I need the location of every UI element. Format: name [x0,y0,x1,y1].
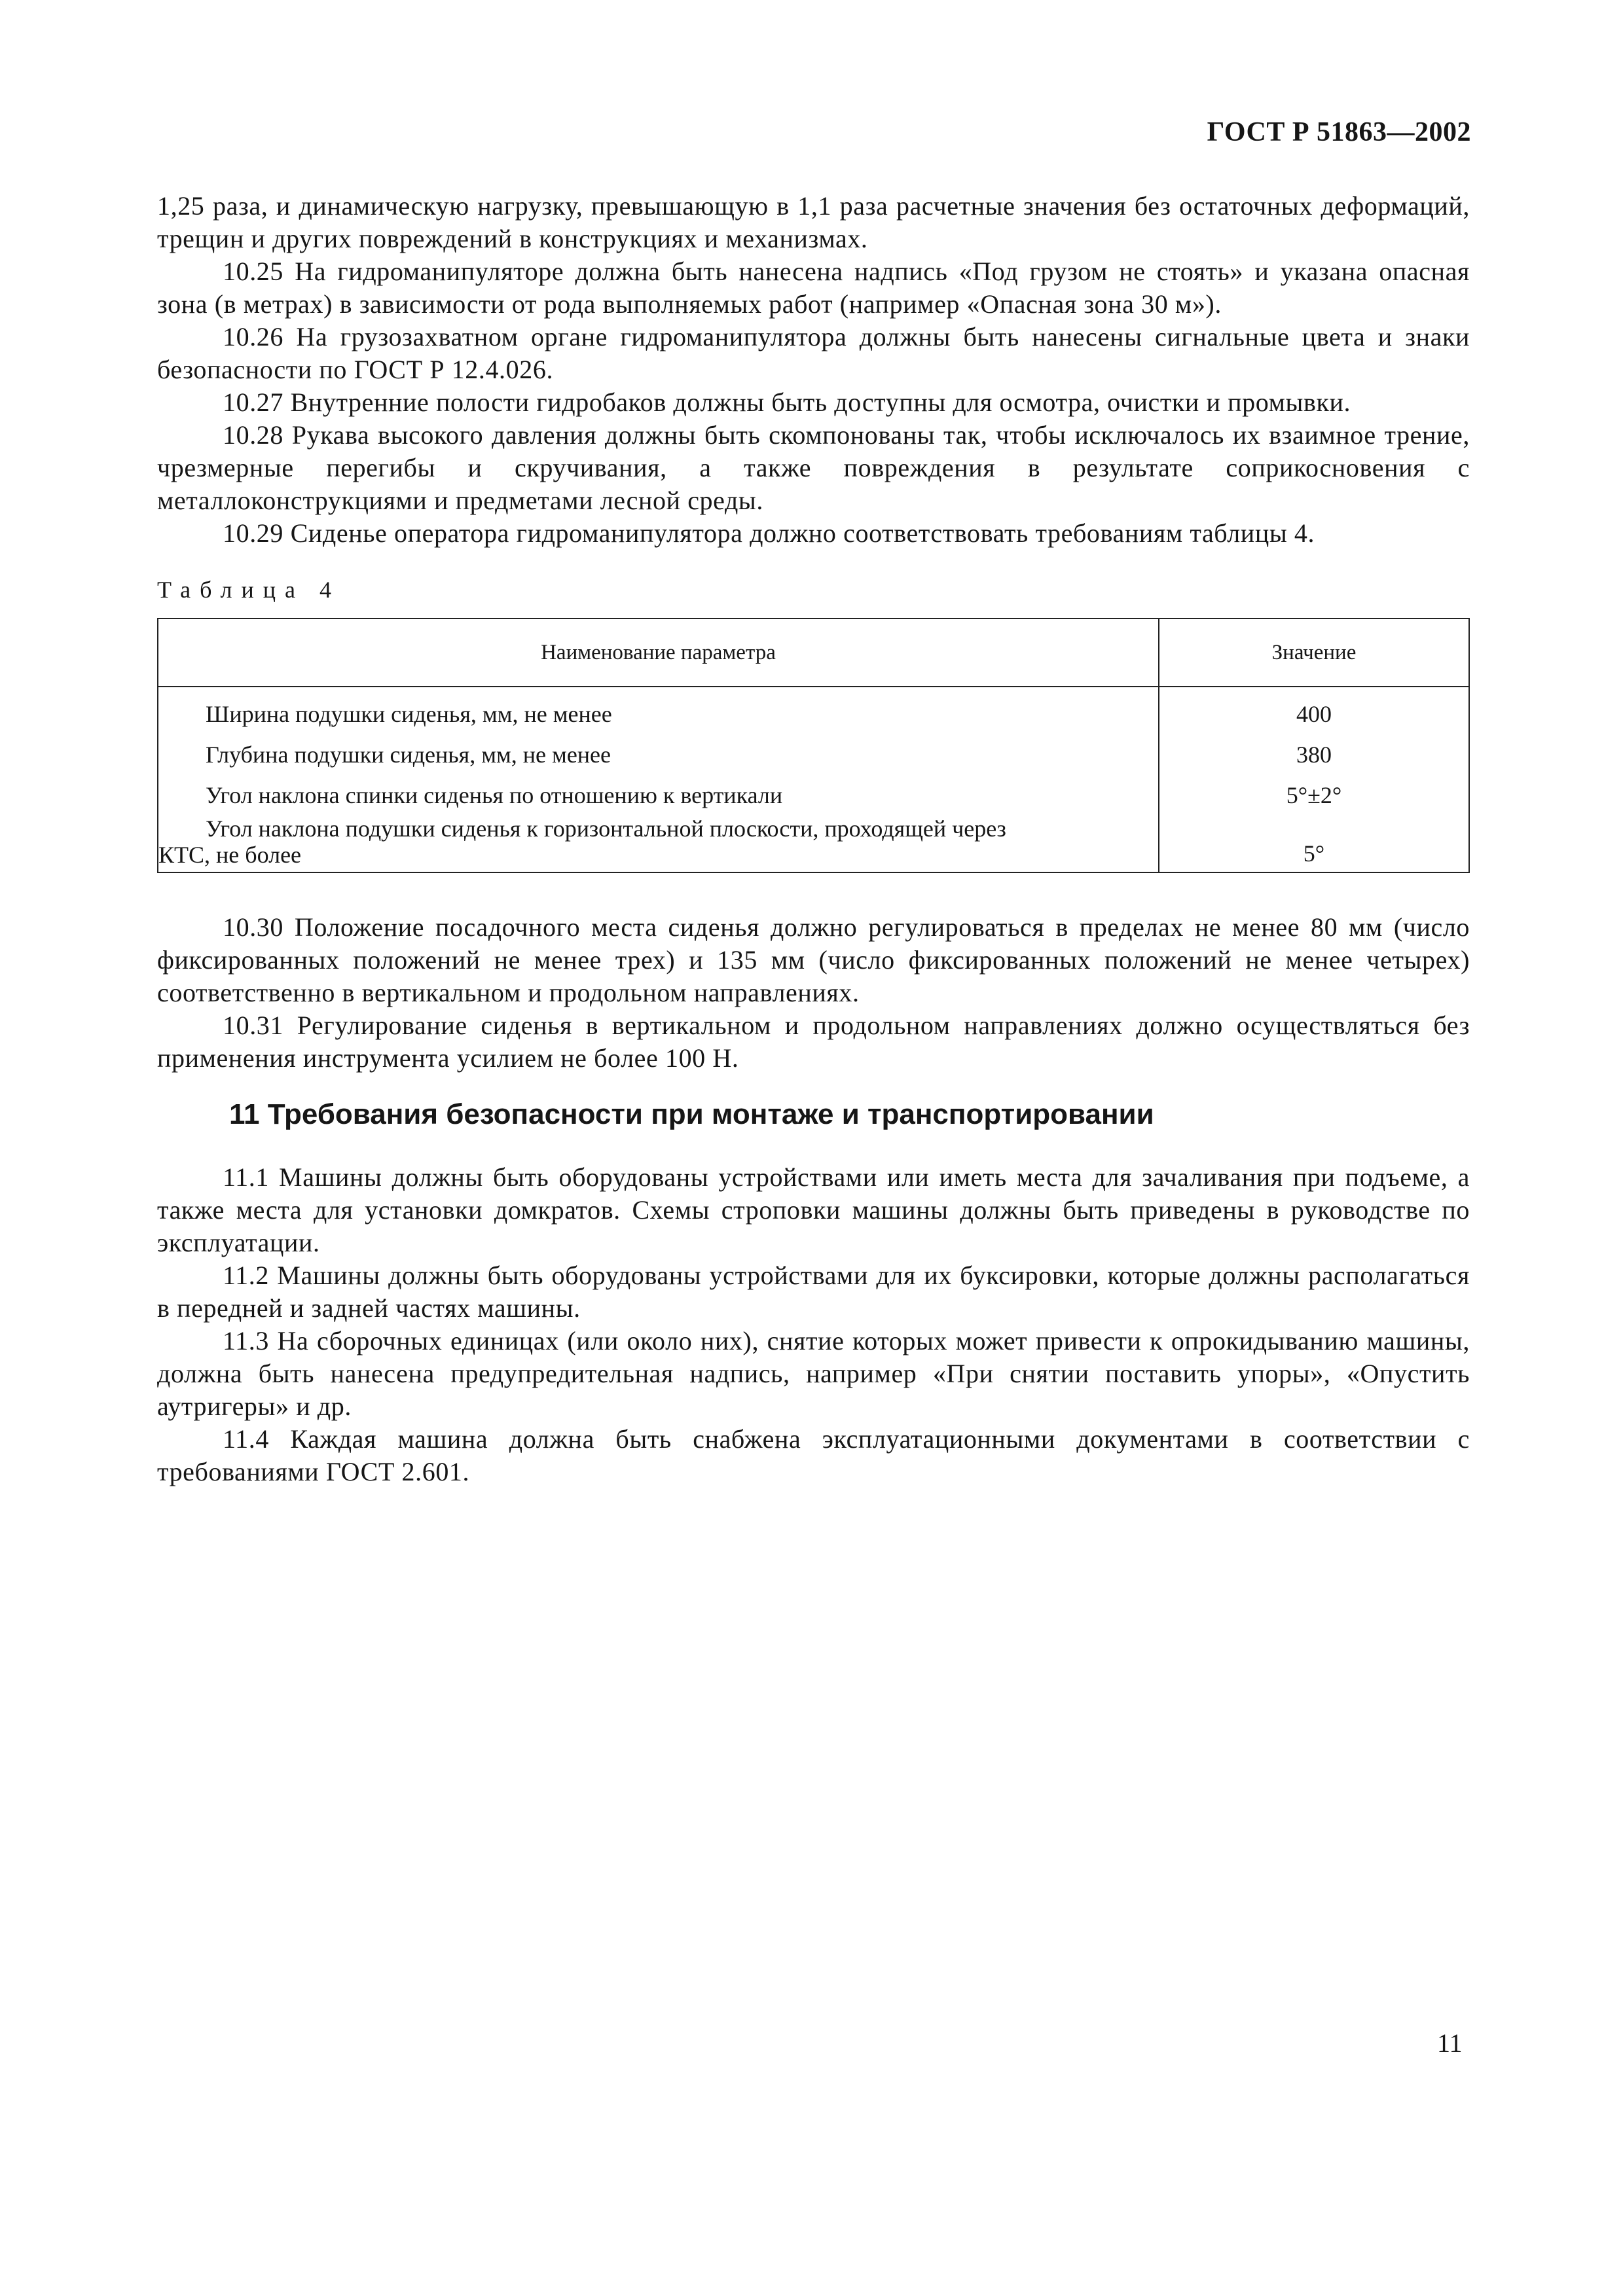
column-header-name: Наименование параметра [158,619,1159,687]
paragraph-11-2: 11.2 Машины должны быть оборудованы устройствами для их буксировки, которые должны располагаться в передней и задней частях машины. [157,1261,1470,1323]
paragraph-continuation: 1,25 раза, и динамическую нагрузку, превышающую в 1,1 раза расчетные значения без остаточных деформаций, трещин и других повреждений в конструкциях и механизмах. [157,191,1470,253]
paragraph-11-1: 11.1 Машины должны быть оборудованы устройствами или иметь места для зачаливания при подъеме, а также места для установки домкратов. Схемы строповки машины должны быть приведены в руководстве по эксплуатации. [157,1162,1470,1257]
paragraph-10-28: 10.28 Рукава высокого давления должны быть скомпонованы так, чтобы исключалось их взаимное трение, чрезмерные перегибы и скручивания, а также повреждения в результате соприкосновения с металлоконструкциями и предметами лесной среды. [157,420,1470,515]
table-header-row [158,619,1469,687]
paragraph-10-27: 10.27 Внутренние полости гидробаков должны быть доступны для осмотра, очистки и промывки. [223,387,1351,417]
table-cell-name-line1: Угол наклона подушки сиденья к горизонтальной плоскости, проходящей через [206,816,1006,842]
table-row [158,816,1469,872]
table-caption: Таблица 4 [157,577,340,603]
page-body [157,190,1470,1488]
paragraph-10-31: 10.31 Регулирование сиденья в вертикальном и продольном направлениях должно осуществляться без применения инструмента усилием не более 100 Н. [157,1011,1470,1073]
paragraph-10-29: 10.29 Сиденье оператора гидроманипулятора должно соответствовать требованиям таблицы 4. [223,518,1315,548]
column-header-value: Значение [1159,619,1469,687]
page-number: 11 [1437,2028,1463,2058]
table-cell-name-line2: КТС, не более [158,842,302,868]
table-cell-name: Глубина подушки сиденья, мм, не менее [206,742,611,768]
table-cell-value: 5° [1159,816,1469,872]
section-heading: 11 Требования безопасности при монтаже и транспортировании [229,1098,1154,1130]
document-header-id: ГОСТ Р 51863—2002 [1207,117,1471,147]
table-cell-name [158,816,1159,872]
paragraph-11-4: 11.4 Каждая машина должна быть снабжена эксплуатационными документами в соответствии с требованиями ГОСТ 2.601. [157,1424,1470,1486]
table-cell-name: Угол наклона спинки сиденья по отношению к вертикали [206,782,783,808]
paragraph-10-30: 10.30 Положение посадочного места сиденья должно регулироваться в пределах не менее 80 мм (число фиксированных положений не менее трех) и 135 мм (число фиксированных положений не менее четырех) соответственно в вертикальном и продольном направлениях. [157,912,1470,1007]
table-cell-value: 400 [1159,687,1469,734]
paragraph-10-25: 10.25 На гидроманипуляторе должна быть нанесена надпись «Под грузом не стоять» и указана опасная зона (в метрах) в зависимости от рода выполняемых работ (например «Опасная зона 30 м»). [157,257,1470,319]
paragraph-11-3: 11.3 На сборочных единицах (или около них), снятие которых может привести к опрокидыванию машины, должна быть нанесена предупредительная надпись, например «При снятии поставить упоры», «Опустить аутригеры» и др. [157,1326,1470,1421]
paragraph-10-26: 10.26 На грузозахватном органе гидроманипулятора должны быть нанесены сигнальные цвета и знаки безопасности по ГОСТ Р 12.4.026. [157,322,1470,384]
table-cell-name: Ширина подушки сиденья, мм, не менее [206,701,612,727]
table-row [158,775,1469,816]
table-cell-value: 380 [1159,734,1469,775]
table-cell-value: 5°±2° [1159,775,1469,816]
seat-parameters-table [157,618,1470,873]
table-row [158,734,1469,775]
table-row [158,687,1469,734]
